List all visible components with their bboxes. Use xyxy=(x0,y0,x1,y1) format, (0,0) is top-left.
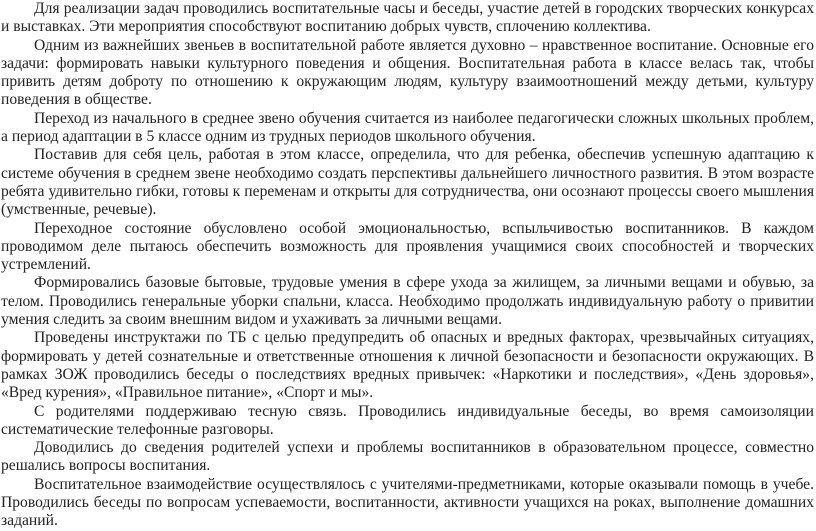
paragraph-5: Переходное состояние обусловлено особой эмоциональностью, вспыльчивостью воспитанников. В каждом проводимом деле пытаюсь обеспечить возможность для проявления учащимися своих способностей и творческих устремлений. xyxy=(1,219,814,274)
paragraph-1: Для реализации задач проводились воспитательные часы и беседы, участие детей в городских творческих конкурсах и выставках. Эти мероприятия способствуют воспитанию добрых чувств, сплочению коллектива. xyxy=(1,0,814,36)
paragraph-3: Переход из начального в среднее звено обучения считается из наиболее педагогически сложных школьных проблем, а период адаптации в 5 классе одним из трудных периодов школьного обучения. xyxy=(1,109,814,146)
paragraph-7: Проведены инструктажи по ТБ с целью предупредить об опасных и вредных факторах, чрезвычайных ситуациях, формировать у детей сознательные и ответственные отношения к личной безопасности и безопасности окружающих. В рамках ЗОЖ проводились беседы о последствиях вредных привычек: «Наркотики и последствия», «День здоровья», «Вред курения», «Правильное питание», «Спорт и мы». xyxy=(1,329,814,402)
paragraph-2: Одним из важнейших звеньев в воспитательной работе является духовно – нравственное воспитание. Основные его задачи: формировать навыки культурного поведения и общения. Воспитательная работа в классе велась так, чтобы привить детям доброту по отношению к окружающим людям, культуру взаимоотношений между детьми, культуру поведения в обществе. xyxy=(1,36,814,109)
paragraph-4: Поставив для себя цель, работая в этом классе, определила, что для ребенка, обеспечив успешную адаптацию к системе обучения в среднем звене необходимо создать перспективы дальнейшего личностного развития. В этом возрасте ребята удивительно гибки, готовы к переменам и открыты для сотрудничества, они осознают процессы своего мышления (умственные, речевые). xyxy=(1,146,814,219)
paragraph-9: Доводились до сведения родителей успехи и проблемы воспитанников в образовательном процессе, совместно решались вопросы воспитания. xyxy=(1,439,814,475)
paragraph-8: С родителями поддерживаю тесную связь. Проводились индивидуальные беседы, во время самоизоляции систематические телефонные разговоры. xyxy=(1,402,814,438)
paragraph-6: Формировались базовые бытовые, трудовые умения в сфере ухода за жилищем, за личными вещами и обувью, за телом. Проводились генеральные уборки спальни, класса. Необходимо продолжать индивидуальную работу о привитии умения следить за своим внешним видом и ухаживать за личными вещами. xyxy=(1,274,814,329)
paragraph-10: Воспитательное взаимодействие осуществлялось с учителями-предметниками, которые оказывали помощь в учебе. Проводились беседы по вопросам успеваемости, воспитанности, активности учащихся на роках, выполнение домашних заданий. xyxy=(1,475,814,530)
